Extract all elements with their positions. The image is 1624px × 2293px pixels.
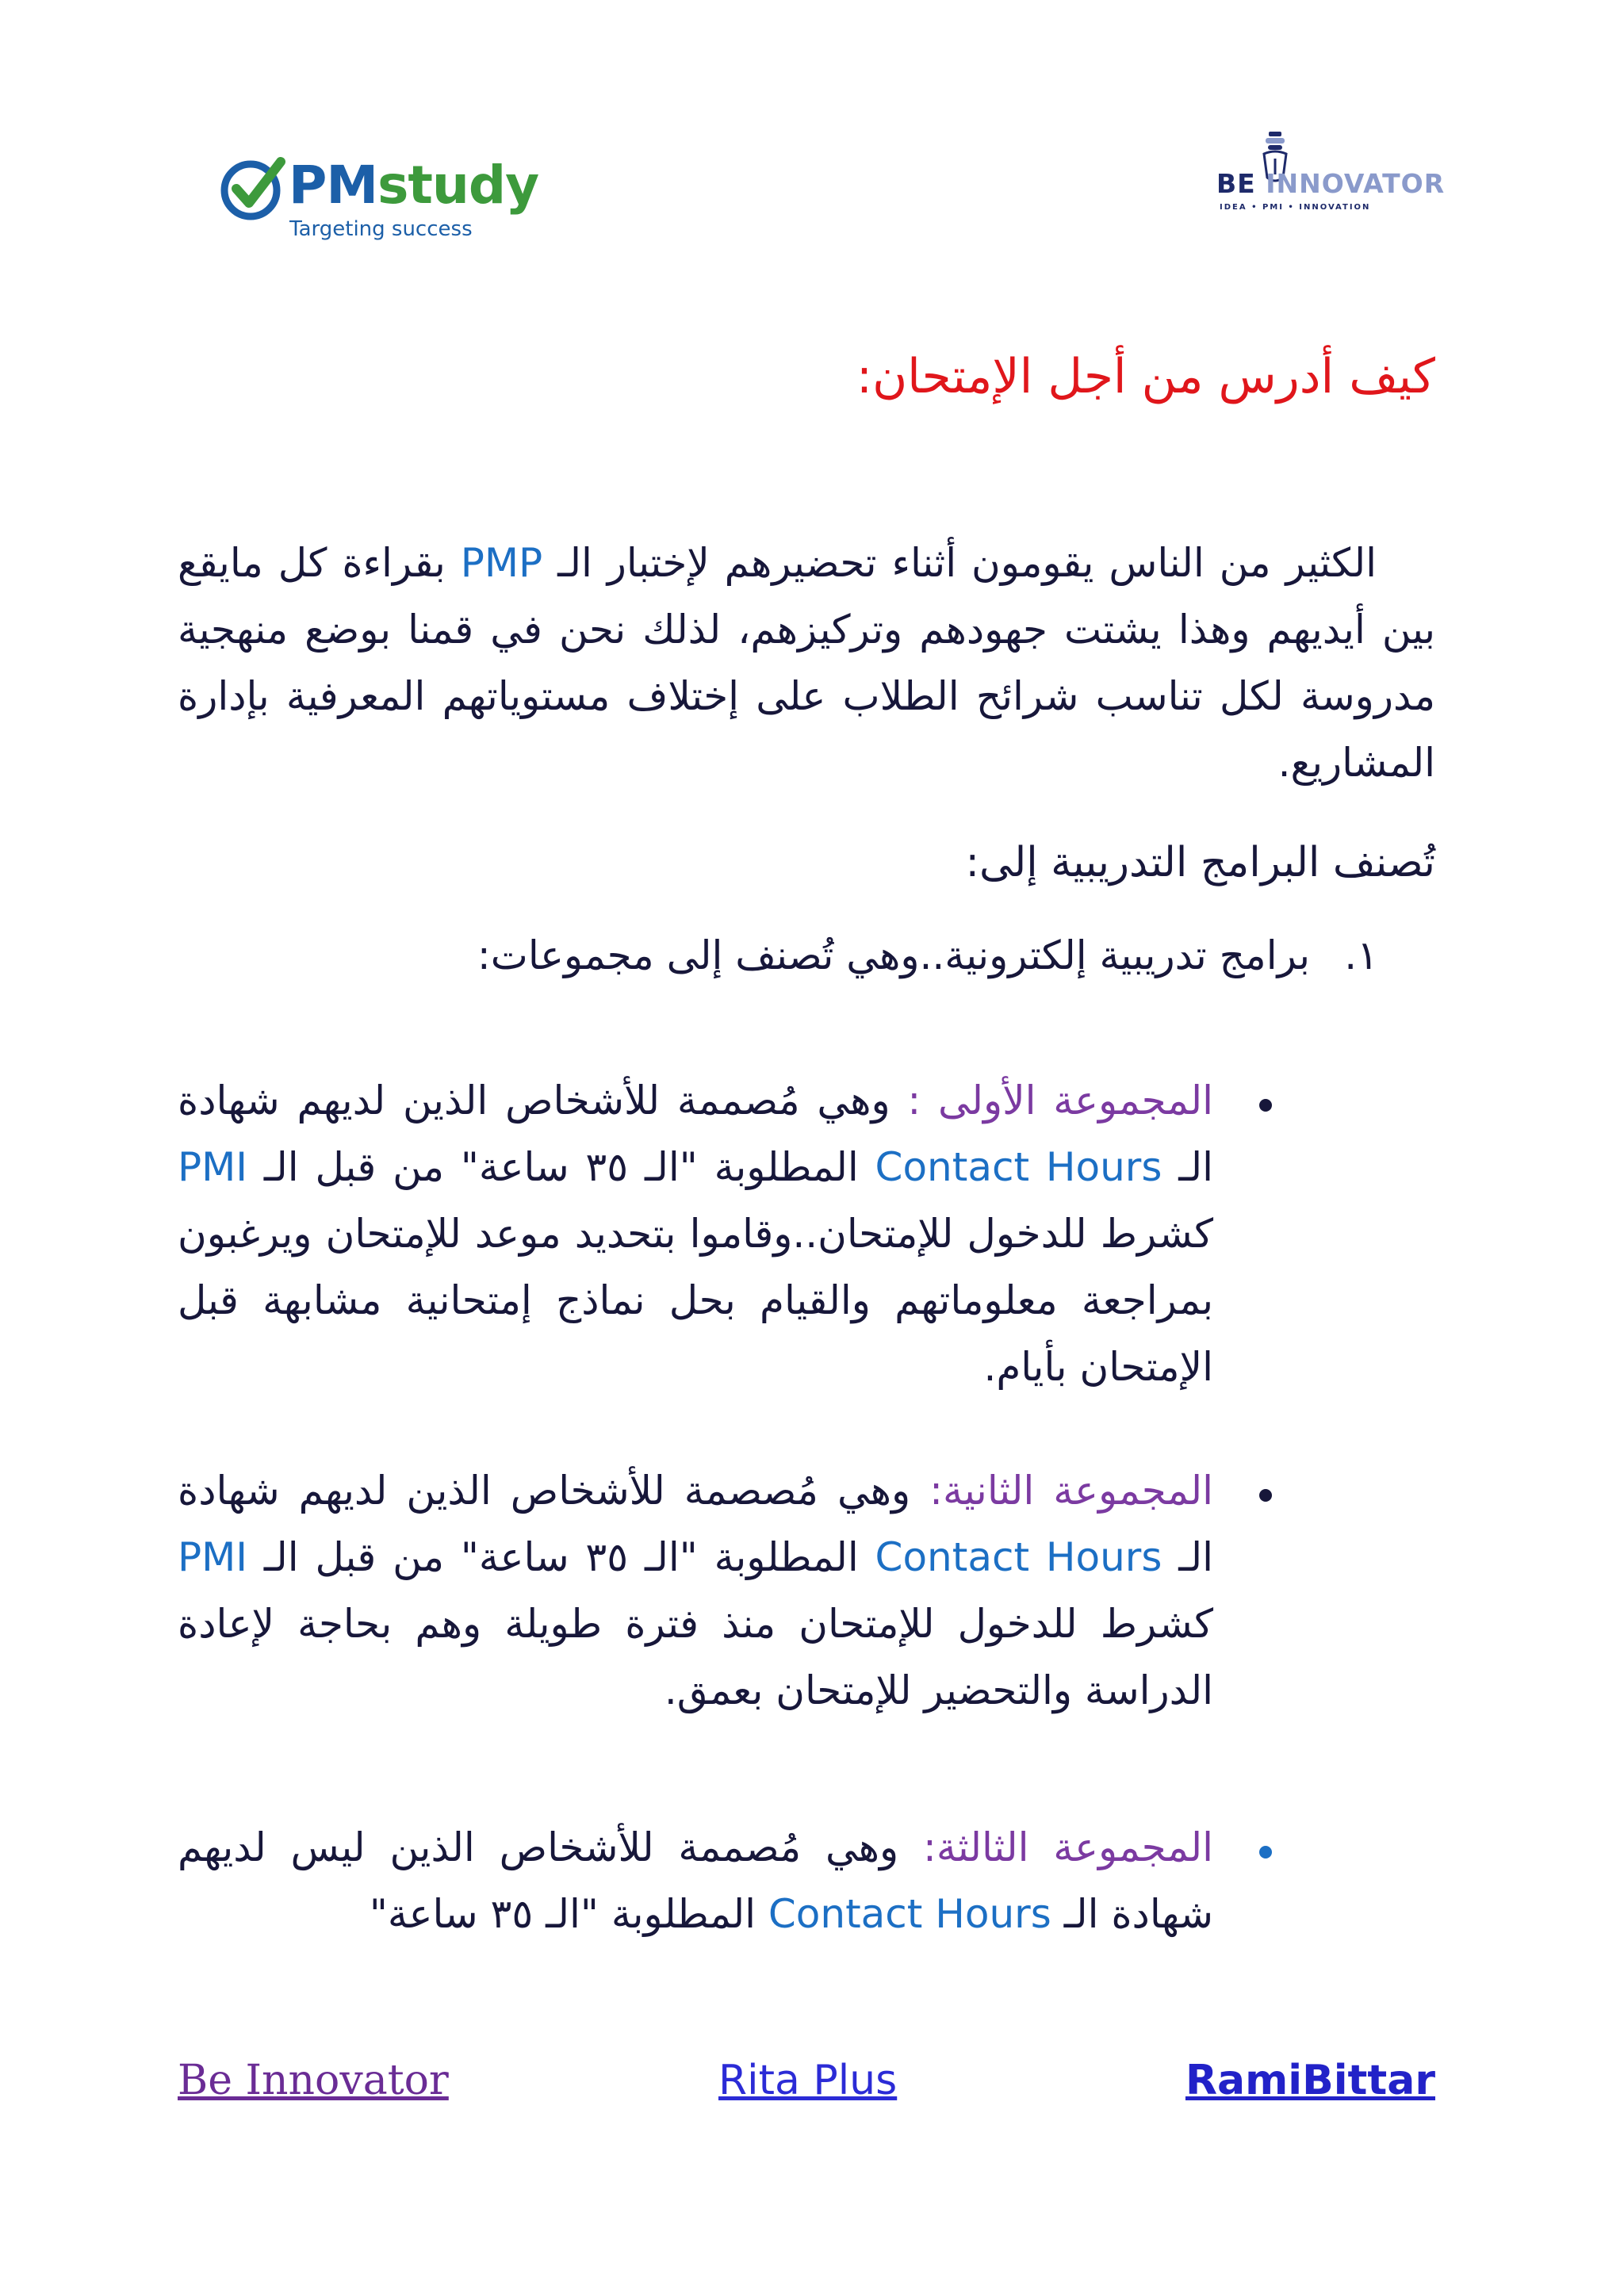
rita-plus-link[interactable]: Rita Plus <box>718 2057 898 2104</box>
bullet-dot <box>1259 1489 1272 1502</box>
page-title: كيف أدرس من أجل الإمتحان: <box>856 349 1435 404</box>
group-name: المجموعة الثانية: <box>910 1468 1213 1514</box>
pmstudy-wordmark: PMstudy <box>289 155 539 216</box>
be-innovator-slogan: IDEA • PMI • INNOVATION <box>1220 203 1371 212</box>
term-pmi: PMI <box>178 1534 248 1580</box>
be-innovator-link[interactable]: Be Innovator <box>178 2057 449 2104</box>
group-text: المطلوبة "الـ ٣٥ ساعة" <box>369 1891 768 1937</box>
pmstudy-logo <box>219 147 539 251</box>
group-text: المطلوبة "الـ ٣٥ ساعة" من قبل الـ <box>247 1144 875 1190</box>
bullet-dot <box>1259 1846 1272 1859</box>
term-pmi: PMI <box>178 1144 248 1190</box>
pmstudy-tagline: Targeting success <box>289 217 473 241</box>
group-text: وهي مُصصمة للأشخاص الذين لديهم شهادة الـ <box>178 1468 1213 1580</box>
group-name: المجموعة الأولى : <box>890 1078 1213 1124</box>
group-third <box>178 1814 1213 1947</box>
term-contact-hours: Contact Hours <box>875 1534 1162 1580</box>
group-first <box>178 1067 1213 1400</box>
group-second <box>178 1457 1213 1724</box>
term-contact-hours: Contact Hours <box>768 1891 1051 1937</box>
group-text: كشرط للدخول للإمتحان منذ فترة طويلة وهم بحاجة لإعادة الدراسة والتحضير للإمتحان بعمق. <box>178 1601 1213 1713</box>
rami-bittar-link[interactable]: RamiBittar <box>1185 2057 1435 2104</box>
group-text: المطلوبة "الـ ٣٥ ساعة" من قبل الـ <box>247 1534 875 1580</box>
term-contact-hours: Contact Hours <box>875 1144 1162 1190</box>
bullet-dot <box>1259 1099 1272 1112</box>
group-name: المجموعة الثالثة: <box>898 1824 1213 1870</box>
be-innovator-logo <box>1216 130 1446 217</box>
group-text: كشرط للدخول للإمتحان..وقاموا بتحديد موعد للإمتحان ويرغبون بمراجعة معلوماتهم والقيام بحل نماذج إمتحانية مشابهة قبل الإمتحان بأيام. <box>178 1211 1213 1390</box>
list-number: ١. <box>1344 932 1378 978</box>
check-circle-icon <box>219 154 287 222</box>
intro-text-part1: الكثير من الناس يقومون أثناء تحضيرهم لإختبار الـ <box>542 540 1377 586</box>
intro-paragraph <box>178 530 1435 796</box>
categories-heading: تُصنف البرامج التدريبية إلى: <box>965 839 1435 886</box>
group-text: وهي مُصممة للأشخاص الذين ليس لديهم شهادة الـ <box>178 1824 1213 1937</box>
numbered-list-item <box>347 932 1378 978</box>
intro-text-part2: بقراءة كل مايقع بين أيديهم وهذا يشتت جهودهم وتركيزهم، لذلك نحن في قمنا بوضع منهجية مدروسة لكل تناسب شرائح الطلاب على إختلاف مستوياتهم المعرفية بإدارة المشاريع. <box>178 540 1435 786</box>
be-innovator-wordmark: BE INNOVATOR <box>1216 168 1446 199</box>
term-pmp: PMP <box>460 540 543 586</box>
list-item-text: برامج تدريبية إلكترونية..وهي تُصنف إلى مجموعات: <box>477 932 1311 978</box>
group-text: وهي مُصممة للأشخاص الذين لديهم شهادة الـ <box>178 1078 1213 1190</box>
